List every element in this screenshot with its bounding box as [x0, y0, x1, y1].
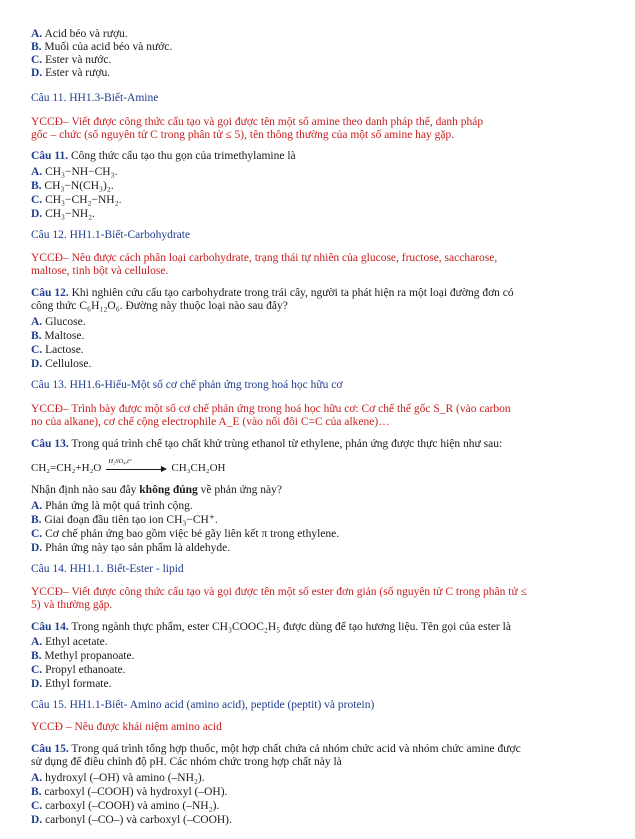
- question-11-yccd-line-1: YCCĐ– Viết được công thức cấu tạo và gọi được tên một số amine theo danh pháp thế, danh pháp: [31, 116, 484, 128]
- question-15-option-c: C. carboxyl (–COOH) và amino (–NH₂).: [31, 800, 220, 812]
- question-14-option-d: D. Ethyl formate.: [31, 678, 112, 690]
- question-11-option-a: A. CH₃−NH−CH₃.: [31, 166, 118, 178]
- question-12-option-b: B. Maltose.: [31, 330, 85, 342]
- question-13-header: Câu 13. HH1.6-Hiểu-Một số cơ chế phản ứng trong hoá học hữu cơ: [31, 379, 343, 391]
- equation-condition: H₂SO₄,t°: [108, 458, 132, 466]
- prev-option-a: A. Acid béo và rượu.: [31, 28, 128, 40]
- prev-option-d: D. Ester và rượu.: [31, 67, 111, 79]
- question-12-stem-line-1: Câu 12. Khi nghiên cứu cấu tạo carbohydrate trong trái cây, người ta phát hiện ra một loại đường đơn có: [31, 287, 514, 299]
- question-14-stem: Câu 14. Trong ngành thực phẩm, ester CH₃COOC₂H₅ được dùng để tạo hương liệu. Tên gọi của ester là: [31, 621, 511, 633]
- question-13-stem: Câu 13. Trong quá trình chế tạo chất khử trùng ethanol từ ethylene, phản ứng được thực hiện như sau:: [31, 438, 503, 450]
- prev-option-c: C. Ester và nước.: [31, 54, 112, 66]
- question-12-stem-line-2: công thức C₆H₁₂O₆. Đường này thuộc loại nào sau đây?: [31, 300, 288, 312]
- question-15-stem-line-1: Câu 15. Trong quá trình tổng hợp thuốc, một hợp chất chứa cả nhóm chức acid và nhóm chức amine được: [31, 743, 521, 755]
- question-14-option-a: A. Ethyl acetate.: [31, 636, 108, 648]
- question-15-stem-line-2: sử dụng để điều chỉnh độ pH. Các nhóm chức trong hợp chất này là: [31, 756, 342, 768]
- question-13-yccd-line-2: no của alkane), cơ chế cộng electrophile A_E (vào nối đôi C=C của alkene)…: [31, 416, 390, 428]
- prev-option-b: B. Muối của acid béo và nước.: [31, 41, 173, 53]
- reaction-arrow-icon: [104, 458, 168, 474]
- question-11-yccd-line-2: gốc – chức (số nguyên tử C trong phân tử ≤ 5), tên thông thường của một số amine hay gặp.: [31, 129, 455, 141]
- question-13-option-d: D. Phản ứng này tạo sản phẩm là aldehyde.: [31, 542, 231, 554]
- question-15-yccd: YCCĐ – Nêu được khái niệm amino acid: [31, 721, 222, 733]
- reaction-equation: [31, 458, 226, 475]
- question-15-header: Câu 15. HH1.1-Biết- Amino acid (amino acid), peptide (peptit) và protein): [31, 699, 375, 711]
- question-11-option-c: C. CH₃−CH₂−NH₂.: [31, 194, 122, 206]
- question-11-stem: Câu 11. Công thức cấu tạo thu gọn của trimethylamine là: [31, 150, 296, 162]
- equation-product: CH₃CH₂OH: [171, 462, 226, 474]
- question-13-option-c: C. Cơ chế phản ứng bao gồm việc bẻ gãy liên kết π trong ethylene.: [31, 528, 340, 540]
- question-14-yccd-line-2: 5) và thường gặp.: [31, 599, 113, 611]
- question-14-header: Câu 14. HH1.1. Biết-Ester - lipid: [31, 563, 184, 575]
- question-12-option-a: A. Glucose.: [31, 316, 86, 328]
- question-13-option-a: A. Phản ứng là một quá trình cộng.: [31, 500, 193, 512]
- question-12-option-c: C. Lactose.: [31, 344, 84, 356]
- question-15-option-a: A. hydroxyl (–OH) và amino (–NH₂).: [31, 772, 205, 784]
- question-13-question: Nhận định nào sau đây không đúng về phản ứng này?: [31, 484, 282, 496]
- question-12-yccd-line-2: maltose, tinh bột và cellulose.: [31, 265, 169, 277]
- equation-reactants: CH₂=CH₂+H₂O: [31, 462, 102, 474]
- question-13-option-b: B. Giai đoạn đầu tiên tạo ion CH₃−CH⁺.: [31, 514, 218, 526]
- question-12-yccd-line-1: YCCĐ– Nêu được cách phân loại carbohydrate, trạng thái tự nhiên của glucose, fructose, saccharose,: [31, 252, 498, 264]
- question-12-header: Câu 12. HH1.1-Biết-Carbohydrate: [31, 229, 191, 241]
- question-14-option-c: C. Propyl ethanoate.: [31, 664, 126, 676]
- question-14-yccd-line-1: YCCĐ– Viết được công thức cấu tạo và gọi được tên một số ester đơn giản (số nguyên tử C trong phân tử ≤: [31, 586, 527, 598]
- question-12-option-d: D. Cellulose.: [31, 358, 92, 370]
- question-15-option-b: B. carboxyl (–COOH) và hydroxyl (–OH).: [31, 786, 228, 798]
- question-11-option-d: D. CH₃−NH₂.: [31, 208, 96, 220]
- question-14-option-b: B. Methyl propanoate.: [31, 650, 135, 662]
- question-11-header: Câu 11. HH1.3-Biết-Amine: [31, 92, 159, 104]
- question-13-yccd-line-1: YCCĐ– Trình bày được một số cơ chế phản ứng trong hoá học hữu cơ: Cơ chế thế gốc S_R (vào carbon: [31, 403, 511, 415]
- question-15-option-d: D. carbonyl (–CO–) và carboxyl (–COOH).: [31, 814, 232, 826]
- question-11-option-b: B. CH₃−N(CH₃)₂.: [31, 180, 114, 192]
